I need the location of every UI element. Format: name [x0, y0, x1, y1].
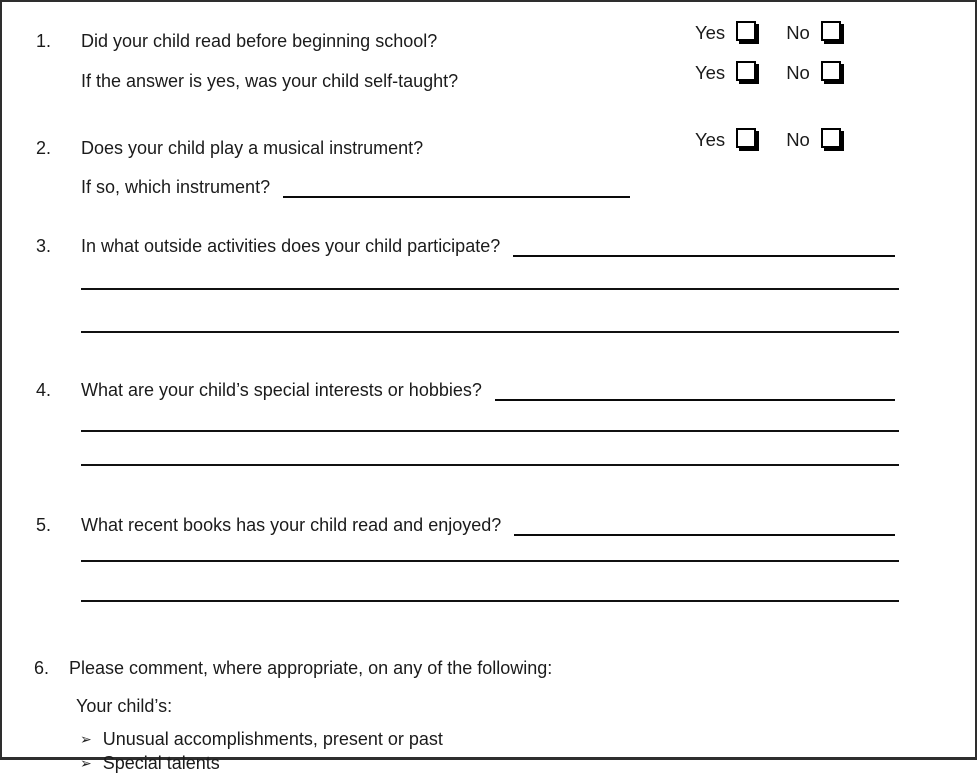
- yes-label: Yes: [695, 62, 726, 83]
- question-text: If the answer is yes, was your child self-taught?: [81, 71, 459, 91]
- question-number: 3.: [36, 236, 52, 256]
- yes-checkbox[interactable]: [736, 21, 756, 41]
- question-2-followup-row: [36, 172, 895, 198]
- question-text: Does your child play a musical instrument?: [81, 138, 424, 158]
- yes-no-group: [695, 129, 841, 151]
- question-number: 5.: [36, 515, 52, 535]
- arrow-bullet-icon: ➢: [80, 731, 92, 747]
- answer-line[interactable]: [81, 331, 899, 333]
- no-checkbox[interactable]: [821, 21, 841, 41]
- no-label: No: [786, 129, 810, 150]
- question-number: 4.: [36, 380, 52, 400]
- question-6-subheading: Your child’s:: [76, 696, 173, 716]
- question-1-row: [36, 22, 895, 52]
- answer-line[interactable]: [81, 560, 899, 562]
- bullet-item: [80, 753, 220, 774]
- answer-blank[interactable]: [514, 510, 895, 536]
- yes-checkbox[interactable]: [736, 61, 756, 81]
- question-text: In what outside activities does your child participate?: [81, 236, 501, 256]
- answer-line[interactable]: [81, 464, 899, 466]
- question-1b-row: [36, 62, 895, 92]
- answer-line[interactable]: [81, 288, 899, 290]
- no-checkbox[interactable]: [821, 128, 841, 148]
- bullet-text: Special talents: [102, 753, 220, 773]
- question-number: 1.: [36, 31, 52, 51]
- arrow-bullet-icon: ➢: [80, 755, 92, 771]
- answer-blank[interactable]: [283, 172, 630, 198]
- question-4-row: [36, 375, 895, 401]
- answer-line[interactable]: [81, 600, 899, 602]
- yes-label: Yes: [695, 129, 726, 150]
- answer-blank[interactable]: [495, 375, 895, 401]
- bullet-text: Unusual accomplishments, present or past: [102, 729, 443, 749]
- answer-line[interactable]: [81, 430, 899, 432]
- no-label: No: [786, 22, 810, 43]
- no-checkbox[interactable]: [821, 61, 841, 81]
- question-text: What recent books has your child read and enjoyed?: [81, 515, 502, 535]
- yes-no-group: [695, 62, 841, 84]
- question-5-row: [36, 510, 895, 536]
- question-6-row: [34, 653, 895, 679]
- bullet-item: [80, 729, 443, 750]
- question-text: Please comment, where appropriate, on any of the following:: [69, 658, 553, 678]
- question-3-row: [36, 231, 895, 257]
- yes-checkbox[interactable]: [736, 128, 756, 148]
- question-number: 2.: [36, 138, 52, 158]
- question-2-row: [36, 129, 895, 159]
- no-label: No: [786, 62, 810, 83]
- answer-blank[interactable]: [513, 231, 895, 257]
- question-text: Did your child read before beginning school?: [81, 31, 438, 51]
- yes-no-group: [695, 22, 841, 44]
- yes-label: Yes: [695, 22, 726, 43]
- question-text: If so, which instrument?: [81, 177, 271, 197]
- question-number: 6.: [34, 658, 50, 678]
- question-text: What are your child’s special interests or hobbies?: [81, 380, 482, 400]
